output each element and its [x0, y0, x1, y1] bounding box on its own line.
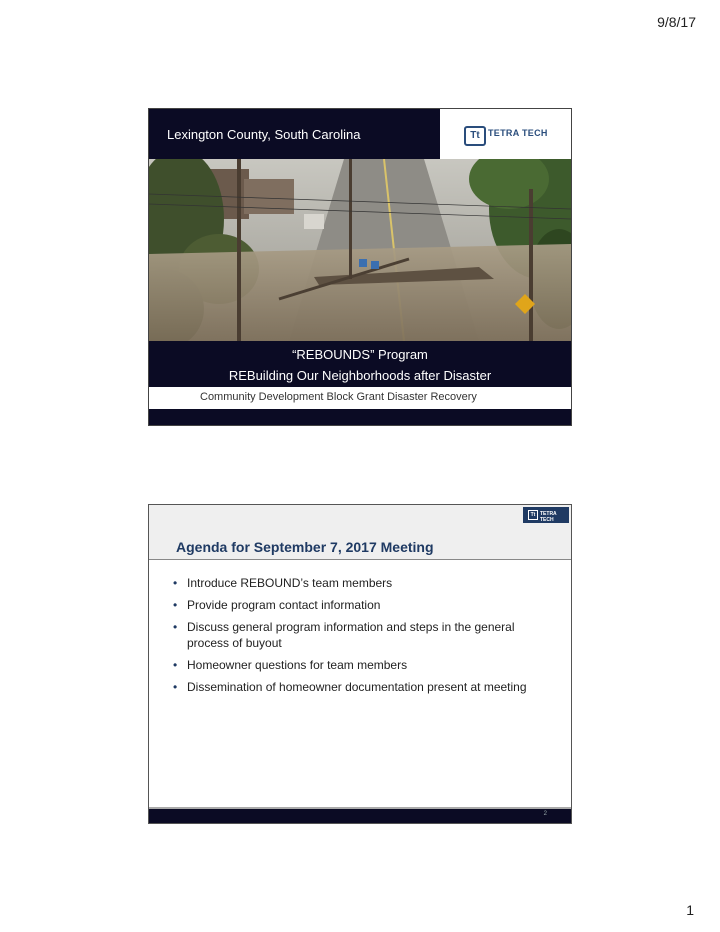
title-slide	[148, 108, 572, 426]
grant-line-bar	[149, 387, 571, 409]
tt-logo-icon: Tt	[528, 510, 538, 520]
program-subtitle: REBuilding Our Neighborhoods after Disaster	[228, 368, 492, 383]
program-title-band	[149, 341, 571, 387]
program-title: “REBOUNDS” Program	[292, 347, 428, 362]
tetra-tech-logo	[523, 507, 569, 523]
list-item: • Provide program contact information	[173, 598, 381, 612]
date-header: 9/8/17	[657, 14, 696, 30]
list-item: • Homeowner questions for team members	[173, 658, 408, 672]
tt-logo-icon: Tt	[464, 126, 486, 146]
list-item: • Dissemination of homeowner documentation present at meeting	[173, 680, 527, 694]
logo-wordmark: TETRA TECH	[488, 128, 548, 138]
agenda-list	[173, 575, 553, 701]
slide-footer-bar	[149, 409, 571, 425]
slide-title-area	[149, 505, 571, 560]
slide-number: 2	[543, 811, 547, 817]
list-item: • Introduce REBOUND’s team members	[173, 576, 393, 590]
logo-wordmark: TETRA TECH	[540, 511, 557, 523]
location-heading: Lexington County, South Carolina	[167, 127, 361, 142]
slide-footer-bar	[149, 809, 571, 823]
slide-title: Agenda for September 7, 2017 Meeting	[176, 539, 434, 555]
slide-header-bar	[149, 109, 440, 159]
grant-line: Community Development Block Grant Disaster Recovery	[200, 391, 477, 403]
page-number: 1	[686, 902, 694, 918]
tetra-tech-logo	[440, 109, 571, 159]
flood-photo	[149, 159, 571, 341]
list-item: • Discuss general program information and steps in the general process of buyout	[173, 620, 515, 650]
agenda-slide	[148, 504, 572, 824]
